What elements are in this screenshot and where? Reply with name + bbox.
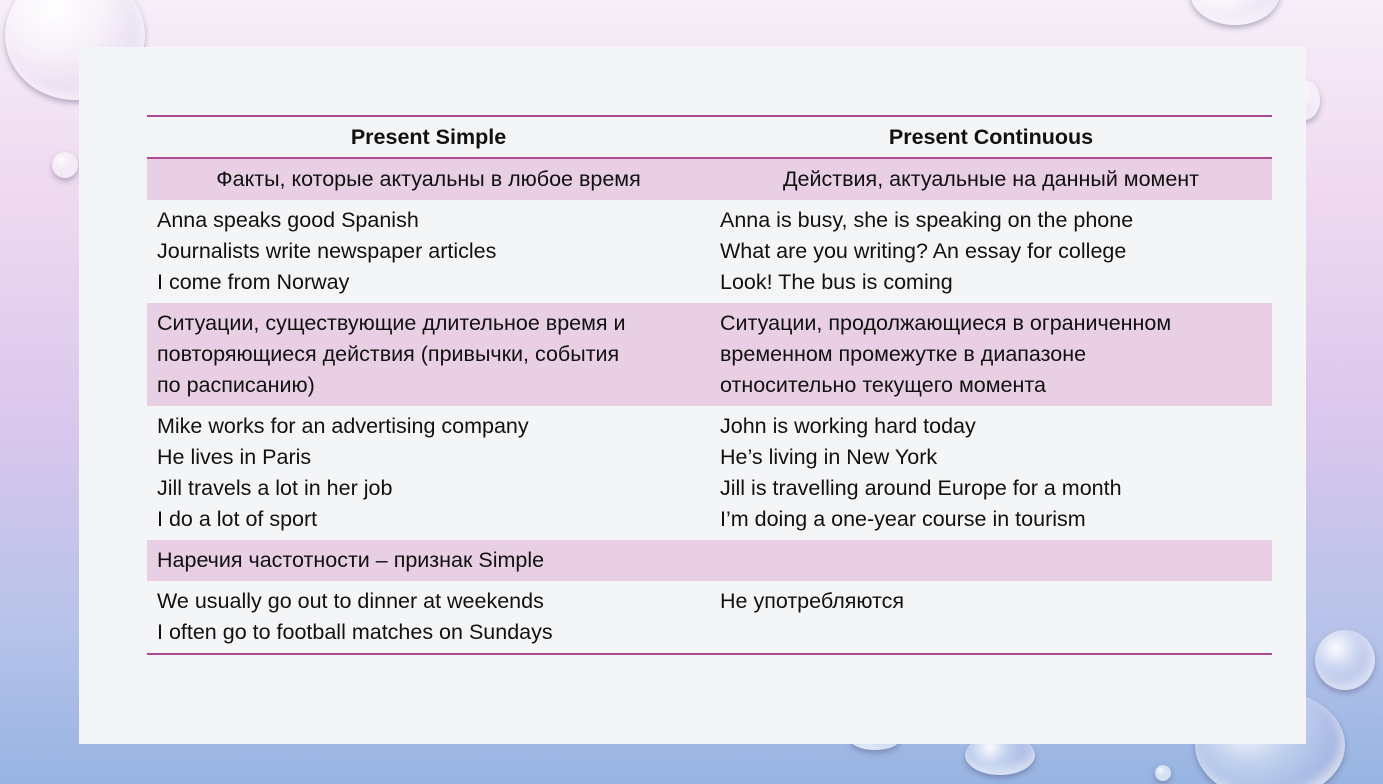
category-row — [147, 159, 1272, 200]
examples-row — [147, 200, 1272, 303]
cell-line: Ситуации, продолжающиеся в ограниченном — [720, 311, 1172, 335]
continuous-cell — [710, 540, 1272, 581]
cell-line: по расписанию) — [157, 373, 315, 397]
examples-row — [147, 581, 1272, 653]
cell-line: Не употребляются — [720, 589, 905, 613]
header-present-simple: Present Simple — [350, 125, 507, 149]
simple-cell — [147, 303, 710, 406]
decorative-bubble — [1155, 765, 1171, 781]
cell-line: повторяющиеся действия (привычки, события — [157, 342, 620, 366]
continuous-cell — [710, 159, 1272, 200]
simple-cell — [147, 406, 710, 540]
cell-line: I come from Norway — [157, 270, 350, 294]
cell-line: относительно текущего момента — [720, 373, 1046, 397]
cell-line: Journalists write newspaper articles — [157, 239, 497, 263]
table-body — [147, 159, 1272, 653]
examples-row — [147, 406, 1272, 540]
cell-line: временном промежутке в диапазоне — [720, 342, 1087, 366]
cell-line: Anna speaks good Spanish — [157, 208, 419, 232]
header-present-continuous: Present Continuous — [888, 125, 1094, 149]
simple-cell — [147, 159, 710, 200]
cell-line: John is working hard today — [720, 414, 976, 438]
cell-line: Jill is travelling around Europe for a month — [720, 476, 1122, 500]
cell-line: He’s living in New York — [720, 445, 938, 469]
continuous-cell — [710, 581, 1272, 653]
category-row — [147, 540, 1272, 581]
cell-line: Look! The bus is coming — [720, 270, 953, 294]
decorative-bubble — [1190, 0, 1280, 25]
category-row — [147, 303, 1272, 406]
cell-line: What are you writing? An essay for college — [720, 239, 1127, 263]
cell-line: I’m doing a one-year course in tourism — [720, 507, 1086, 531]
table-bottom-rule — [147, 653, 1272, 655]
simple-cell — [147, 581, 710, 653]
decorative-bubble — [52, 152, 78, 178]
cell-line: Jill travels a lot in her job — [157, 476, 393, 500]
continuous-cell — [710, 303, 1272, 406]
cell-line: He lives in Paris — [157, 445, 312, 469]
continuous-cell — [710, 200, 1272, 303]
cell-line: Anna is busy, she is speaking on the phone — [720, 208, 1134, 232]
cell-line: I often go to football matches on Sundays — [157, 620, 553, 644]
cell-line: Наречия частотности – признак Simple — [157, 548, 545, 572]
cell-line: We usually go out to dinner at weekends — [157, 589, 544, 613]
grammar-comparison-table — [147, 115, 1272, 655]
cell-line: Ситуации, существующие длительное время и — [157, 311, 626, 335]
slide — [79, 47, 1306, 744]
cell-line: Действия, актуальные на данный момент — [783, 167, 1199, 191]
simple-cell — [147, 200, 710, 303]
simple-cell — [147, 540, 710, 581]
cell-line: Факты, которые актуальны в любое время — [216, 167, 641, 191]
decorative-bubble — [1315, 630, 1375, 690]
table-header-row — [147, 117, 1272, 157]
cell-line: Mike works for an advertising company — [157, 414, 529, 438]
continuous-cell — [710, 406, 1272, 540]
cell-line: I do a lot of sport — [157, 507, 318, 531]
